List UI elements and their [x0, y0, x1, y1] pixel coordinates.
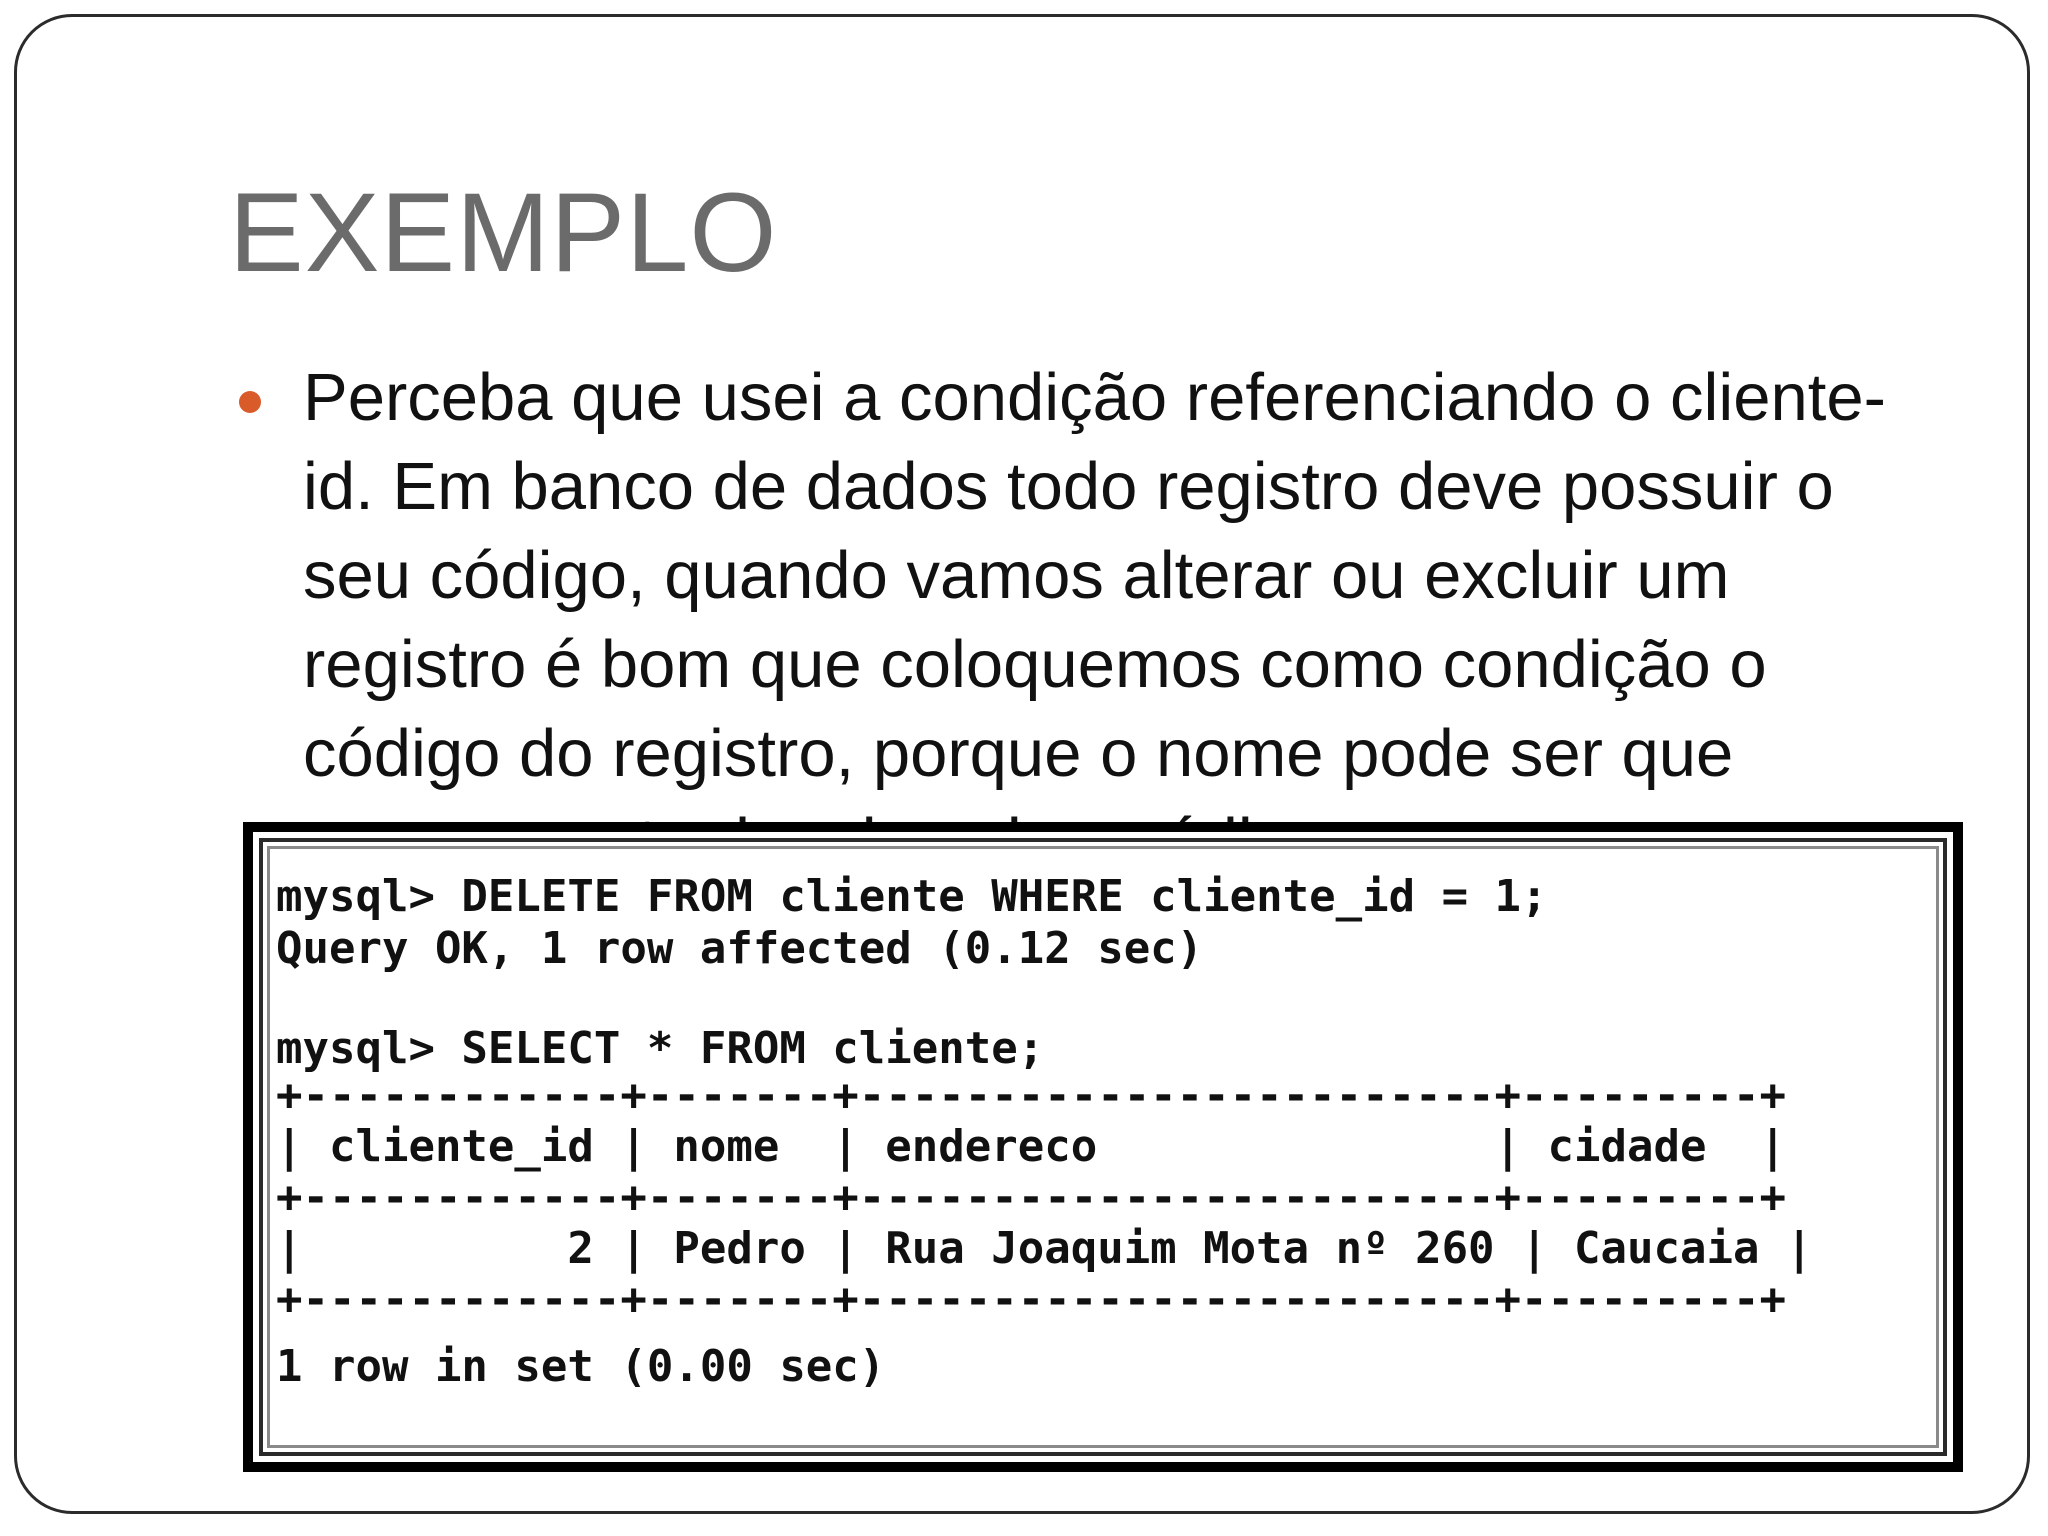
table-separator-mid: +------------+-------+------------------------+---------+: [276, 1172, 1786, 1223]
table-row: | 2 | Pedro | Rua Joaquim Mota nº 260 | Caucaia |: [276, 1223, 1813, 1274]
table-separator-top: +------------+-------+------------------------+---------+: [276, 1070, 1786, 1121]
terminal-window: [267, 846, 1939, 1448]
bullet-dot-icon: [239, 391, 261, 413]
table-separator-bottom: +------------+-------+------------------------+---------+: [276, 1274, 1786, 1325]
table-header-row: | cliente_id | nome | endereco | cidade |: [276, 1121, 1786, 1172]
terminal-select-command: mysql> SELECT * FROM cliente;: [276, 1023, 1045, 1074]
slide-title: EXEMPLO: [229, 170, 778, 295]
bullet-text: Perceba que usei a condição referenciando o cliente-id. Em banco de dados todo registro deve possuir o seu código, quando vamos alterar ou excluir um registro é bom que coloquemos como condição o código do registro, porque o nome pode ser que: [303, 360, 1886, 791]
terminal-delete-command: mysql> DELETE FROM cliente WHERE cliente_id = 1;: [276, 871, 1548, 922]
terminal-footer: 1 row in set (0.00 sec): [276, 1341, 886, 1392]
terminal-gap: [276, 975, 1936, 1023]
bullet-list: [229, 353, 1929, 843]
slide: [14, 14, 2030, 1514]
terminal-screenshot: [243, 822, 1963, 1472]
terminal-query-result: Query OK, 1 row affected (0.12 sec): [276, 923, 1204, 974]
terminal-frame: [253, 832, 1953, 1462]
terminal-border: [259, 838, 1947, 1456]
